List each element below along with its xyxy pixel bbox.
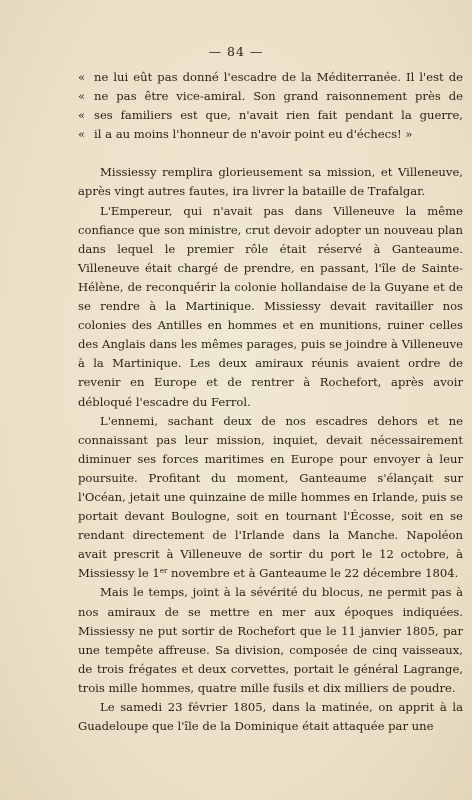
paragraph: Mais le temps, joint à la sévérité du blocus, ne permit pas à nos amiraux de se mettre en mer aux époques indiquées. Missiessy ne put sortir de Rochefort que le 11 janvier 1805, par une tempête affreuse. Sa division, composée de cinq vaisseaux, de trois frégates et deux corvettes, portait le général Lagrange, trois mille hommes, quatre mille fusils et dix milliers de poudre. xyxy=(78,585,463,695)
paragraph-gap xyxy=(78,144,463,163)
quote-line-text: ne pas être vice-amiral. Son grand raisonnement près de xyxy=(94,89,463,104)
quote-mark: « xyxy=(78,127,86,142)
quote-mark: « xyxy=(78,70,86,84)
paragraph: L'Empereur, qui n'avait pas dans Villeneuve la même confiance que son ministre, crut devoir adopter un nouveau plan dans lequel le premier rôle était réservé à Ganteaume. Villeneuve était chargé de prendre, en passant, l'île de Sainte-Hélène, de reconquérir la colonie hollandaise de la Guyane et de se rendre à la Martinique. Missiessy devait ravitailler nos colonies des Antilles en hommes et en munitions, ruiner celles des Anglais dans les mêmes parages, puis se joindre à Villeneuve à la Martinique. Les deux amiraux réunis avaient ordre de revenir en Europe et de rentrer à Rochefort, après avoir débloqué l'escadre du Ferrol. xyxy=(78,203,463,409)
quote-mark: « xyxy=(78,108,86,123)
paragraph xyxy=(78,412,463,584)
quote-line-text: il a au moins l'honneur de n'avoir point eu d'échecs! » xyxy=(94,127,413,142)
body-text xyxy=(78,68,463,736)
quote-mark: « xyxy=(78,89,86,104)
quote-line-text: ne lui eût pas donné l'escadre de la Méditerranée. Il l'est de xyxy=(94,70,463,84)
quote-line xyxy=(78,106,463,125)
quote-line xyxy=(78,87,463,106)
paragraph-text: L'ennemi, sachant deux de nos escadres dehors et ne connaissant pas leur mission, inquiet, devait nécessairement diminuer ses forces maritimes en Europe pour envoyer à leur poursuite. Profitant du moment, Ganteaume s'élançait sur l'Océan, jetait une quinzaine de mille hommes en Irlande, puis se portait devant Boulogne, soit en tournant l'Écosse, soit en se rendant directement de l'Irlande dans la Manche. Napoléon avait prescrit à Villeneuve de sortir du port le 12 octobre, à Missiessy le 1 xyxy=(78,413,463,581)
page-number: — 84 — xyxy=(208,44,264,59)
paragraph-text-tail: novembre et à Ganteaume le 22 décembre 1804. xyxy=(167,566,459,581)
paragraph: Missiessy remplira glorieusement sa mission, et Villeneuve, après vingt autres fautes, ira livrer la bataille de Trafalgar. xyxy=(78,165,463,199)
quote-line-text: ses familiers est que, n'avait rien fait pendant la guerre, xyxy=(94,108,463,123)
superscript: er xyxy=(159,567,168,576)
paragraph: Le samedi 23 février 1805, dans la matinée, on apprit à la Guadeloupe que l'île de la Dominique était attaquée par une xyxy=(78,700,463,734)
quote-line xyxy=(78,125,463,144)
quote-line xyxy=(78,68,463,87)
